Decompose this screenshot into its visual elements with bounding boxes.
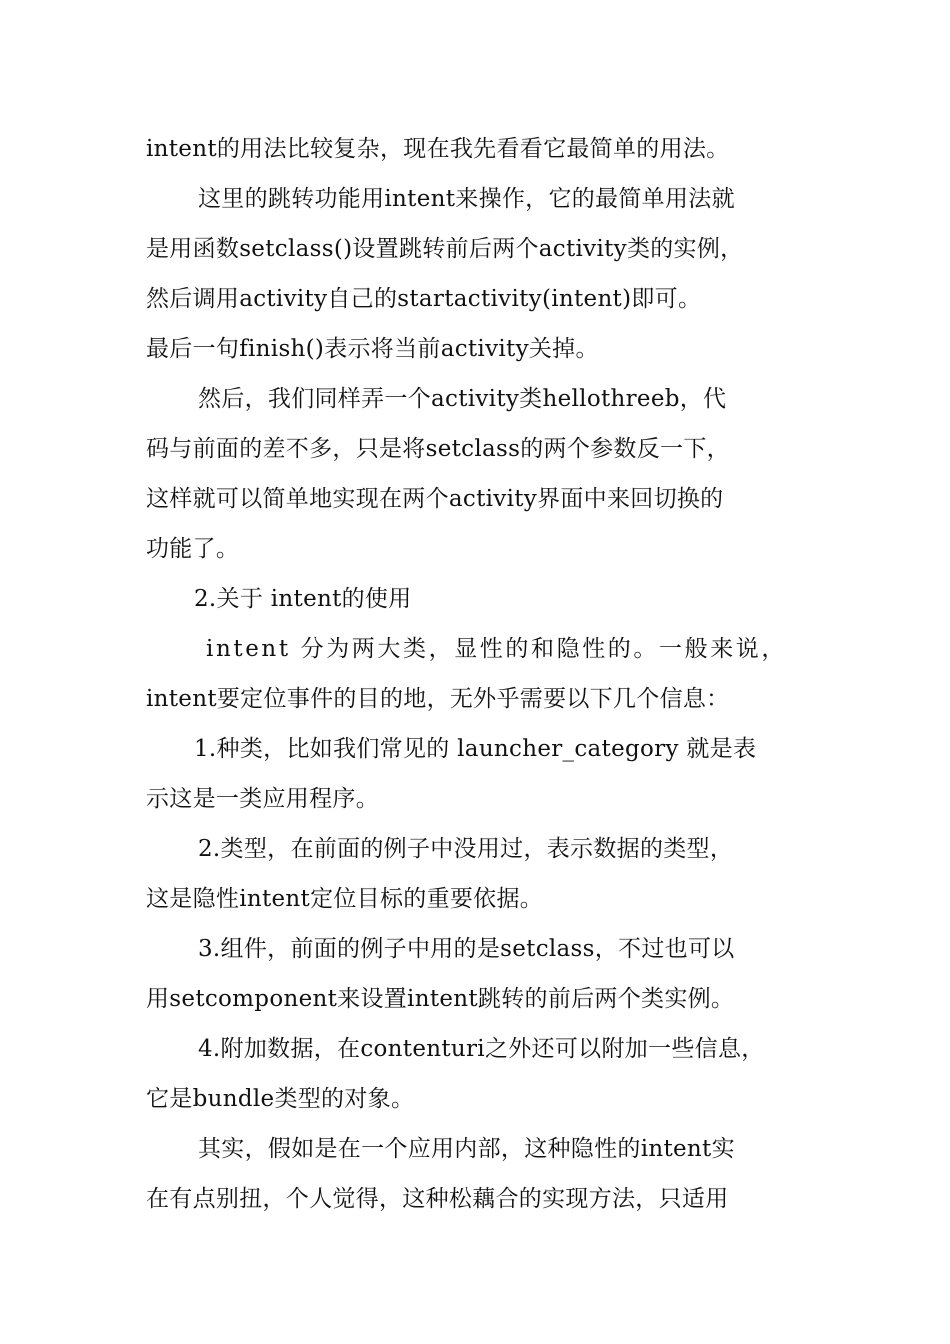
paragraph-line: 是用函数setclass()设置跳转前后两个activity类的实例， <box>146 236 744 262</box>
paragraph-line: 然后，我们同样弄一个activity类hellothreeb，代 <box>198 386 727 412</box>
paragraph-line: 最后一句finish()表示将当前activity关掉。 <box>146 336 599 362</box>
list-item-line: 这是隐性intent定位目标的重要依据。 <box>146 886 544 912</box>
paragraph-line: intent 分为两大类，显性的和隐性的。一般来说， <box>206 636 787 662</box>
paragraph-line: 功能了。 <box>146 536 240 562</box>
paragraph-line: 这里的跳转功能用intent来操作，它的最简单用法就 <box>198 186 735 212</box>
paragraph-line: 其实，假如是在一个应用内部，这种隐性的intent实 <box>198 1136 735 1162</box>
paragraph-line: 在有点别扭，个人觉得，这种松藕合的实现方法，只适用 <box>146 1186 729 1212</box>
section-heading: 2.关于 intent的使用 <box>194 586 412 612</box>
list-item-line: 3.组件，前面的例子中用的是setclass，不过也可以 <box>198 936 735 962</box>
list-item-line: 2.类型，在前面的例子中没用过，表示数据的类型， <box>198 836 734 862</box>
paragraph-line: intent要定位事件的目的地，无外乎需要以下几个信息： <box>146 686 730 712</box>
list-item-line: 1.种类，比如我们常见的 launcher_category 就是表 <box>194 736 757 762</box>
paragraph-line: 码与前面的差不多，只是将setclass的两个参数反一下， <box>146 436 730 462</box>
paragraph-line: 然后调用activity自己的startactivity(intent)即可。 <box>146 286 702 312</box>
list-item-line: 用setcomponent来设置intent跳转的前后两个类实例。 <box>146 986 735 1012</box>
paragraph-line: 这样就可以简单地实现在两个activity界面中来回切换的 <box>146 486 724 512</box>
list-item-line: 示这是一类应用程序。 <box>146 786 379 812</box>
paragraph-line: intent的用法比较复杂，现在我先看看它最简单的用法。 <box>146 136 730 162</box>
list-item-line: 它是bundle类型的对象。 <box>146 1086 415 1112</box>
list-item-line: 4.附加数据，在contenturi之外还可以附加一些信息， <box>198 1036 765 1062</box>
